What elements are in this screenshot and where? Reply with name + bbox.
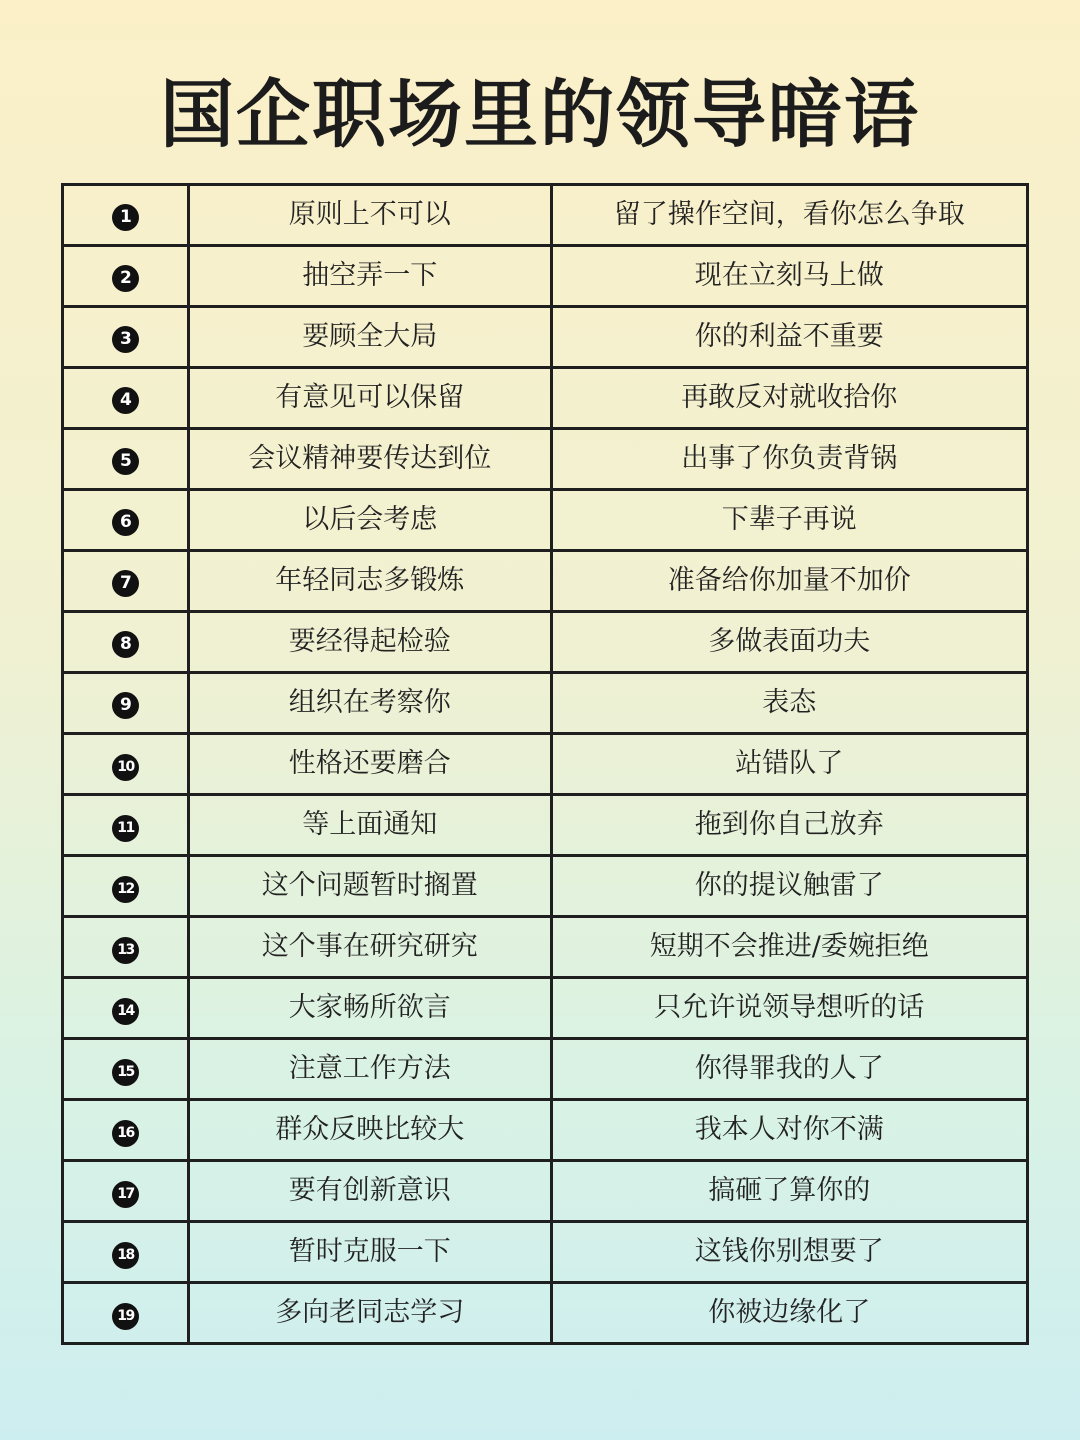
meaning-cell: 你的利益不重要	[551, 307, 1027, 368]
row-number-cell	[63, 1283, 189, 1344]
table-row	[63, 429, 1028, 490]
meaning-cell: 短期不会推进/委婉拒绝	[551, 917, 1027, 978]
table-row	[63, 673, 1028, 734]
phrase-cell: 要顾全大局	[188, 307, 551, 368]
phrase-cell: 以后会考虑	[188, 490, 551, 551]
meaning-cell: 你被边缘化了	[551, 1283, 1027, 1344]
row-number-badge: 3	[112, 326, 139, 353]
meaning-cell: 再敢反对就收拾你	[551, 368, 1027, 429]
row-number-badge: 19	[112, 1303, 139, 1330]
row-number-badge: 14	[112, 998, 139, 1025]
row-number-cell	[63, 795, 189, 856]
row-number-badge: 7	[112, 570, 139, 597]
row-number-badge: 11	[112, 815, 139, 842]
table-row	[63, 978, 1028, 1039]
meaning-cell: 搞砸了算你的	[551, 1161, 1027, 1222]
table-row	[63, 734, 1028, 795]
table-row	[63, 246, 1028, 307]
phrase-cell: 原则上不可以	[188, 185, 551, 246]
row-number-badge: 16	[112, 1120, 139, 1147]
table-row	[63, 795, 1028, 856]
meaning-cell: 现在立刻马上做	[551, 246, 1027, 307]
table-row	[63, 1100, 1028, 1161]
meaning-cell: 这钱你别想要了	[551, 1222, 1027, 1283]
row-number-badge: 8	[112, 631, 139, 658]
row-number-cell	[63, 1100, 189, 1161]
phrase-cell: 注意工作方法	[188, 1039, 551, 1100]
row-number-badge: 1	[112, 204, 139, 231]
table-row	[63, 917, 1028, 978]
row-number-cell	[63, 673, 189, 734]
row-number-badge: 6	[112, 509, 139, 536]
table-row	[63, 1283, 1028, 1344]
row-number-badge: 9	[112, 692, 139, 719]
meaning-cell: 留了操作空间，看你怎么争取	[551, 185, 1027, 246]
table-row	[63, 612, 1028, 673]
row-number-cell	[63, 1222, 189, 1283]
row-number-cell	[63, 246, 189, 307]
phrase-cell: 要经得起检验	[188, 612, 551, 673]
table-row	[63, 368, 1028, 429]
table-body	[63, 185, 1028, 1344]
meaning-cell: 准备给你加量不加价	[551, 551, 1027, 612]
row-number-cell	[63, 1161, 189, 1222]
meaning-cell: 下辈子再说	[551, 490, 1027, 551]
table-row	[63, 490, 1028, 551]
row-number-cell	[63, 307, 189, 368]
row-number-cell	[63, 490, 189, 551]
phrase-cell: 年轻同志多锻炼	[188, 551, 551, 612]
table-row	[63, 307, 1028, 368]
phrase-cell: 暂时克服一下	[188, 1222, 551, 1283]
row-number-badge: 4	[112, 387, 139, 414]
phrase-cell: 有意见可以保留	[188, 368, 551, 429]
meaning-cell: 站错队了	[551, 734, 1027, 795]
jargon-table	[61, 183, 1029, 1345]
row-number-badge: 17	[112, 1181, 139, 1208]
phrase-cell: 这个问题暂时搁置	[188, 856, 551, 917]
meaning-cell: 我本人对你不满	[551, 1100, 1027, 1161]
phrase-cell: 会议精神要传达到位	[188, 429, 551, 490]
table-row	[63, 185, 1028, 246]
row-number-badge: 15	[112, 1059, 139, 1086]
phrase-cell: 要有创新意识	[188, 1161, 551, 1222]
meaning-cell: 你的提议触雷了	[551, 856, 1027, 917]
row-number-cell	[63, 978, 189, 1039]
phrase-cell: 等上面通知	[188, 795, 551, 856]
table-row	[63, 551, 1028, 612]
table-row	[63, 1161, 1028, 1222]
row-number-cell	[63, 368, 189, 429]
table-row	[63, 1222, 1028, 1283]
row-number-cell	[63, 1039, 189, 1100]
page-title: 国企职场里的领导暗语	[160, 72, 920, 158]
row-number-badge: 10	[112, 754, 139, 781]
table-row	[63, 856, 1028, 917]
row-number-cell	[63, 185, 189, 246]
meaning-cell: 你得罪我的人了	[551, 1039, 1027, 1100]
phrase-cell: 群众反映比较大	[188, 1100, 551, 1161]
phrase-cell: 抽空弄一下	[188, 246, 551, 307]
row-number-badge: 5	[112, 448, 139, 475]
phrase-cell: 性格还要磨合	[188, 734, 551, 795]
row-number-cell	[63, 612, 189, 673]
meaning-cell: 只允许说领导想听的话	[551, 978, 1027, 1039]
row-number-cell	[63, 917, 189, 978]
phrase-cell: 组织在考察你	[188, 673, 551, 734]
row-number-cell	[63, 856, 189, 917]
row-number-cell	[63, 734, 189, 795]
phrase-cell: 这个事在研究研究	[188, 917, 551, 978]
meaning-cell: 出事了你负责背锅	[551, 429, 1027, 490]
phrase-cell: 大家畅所欲言	[188, 978, 551, 1039]
row-number-badge: 13	[112, 937, 139, 964]
phrase-cell: 多向老同志学习	[188, 1283, 551, 1344]
row-number-badge: 12	[112, 876, 139, 903]
meaning-cell: 多做表面功夫	[551, 612, 1027, 673]
row-number-badge: 18	[112, 1242, 139, 1269]
table-row	[63, 1039, 1028, 1100]
meaning-cell: 表态	[551, 673, 1027, 734]
row-number-cell	[63, 551, 189, 612]
row-number-cell	[63, 429, 189, 490]
meaning-cell: 拖到你自己放弃	[551, 795, 1027, 856]
row-number-badge: 2	[112, 265, 139, 292]
